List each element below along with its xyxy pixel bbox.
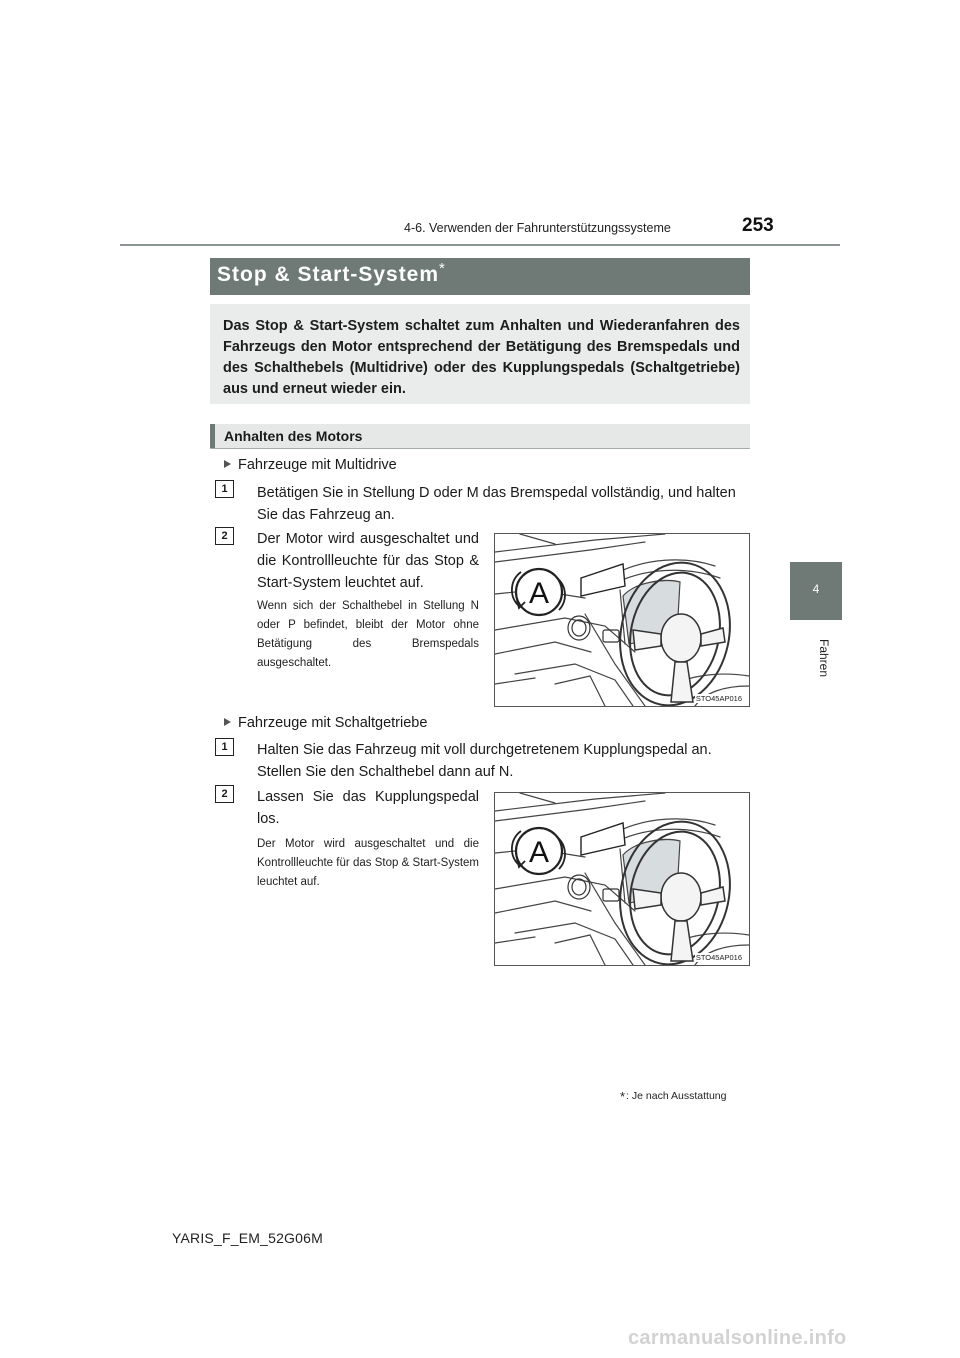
- figure-code: STO45AP016: [695, 694, 742, 703]
- chapter-name-label: Fahren: [817, 638, 831, 678]
- step-1-line-2: Sie das Fahrzeug an.: [257, 507, 395, 523]
- figure-code: STO45AP016: [695, 953, 742, 962]
- footnote: [620, 1089, 726, 1104]
- step-1-text: [257, 482, 749, 526]
- step-number-2: 2: [215, 527, 234, 545]
- subsection-header: [210, 424, 750, 449]
- intro-text: Das Stop & Start-System schaltet zum Anhalten und Wiederanfahren des Fahrzeugs den Motor entsprechend der Betätigung des Bremspedals und des Schalthebels (Multidrive) oder des Kupplungspedals (Schaltgetriebe) aus und erneut wieder ein.: [223, 318, 740, 397]
- section-title: [217, 260, 446, 287]
- subsection-title: Anhalten des Motors: [224, 428, 363, 444]
- figure-label-a: A: [528, 577, 550, 610]
- watermark: carmanualsonline.info: [628, 1327, 847, 1349]
- bullet-multidrive: [224, 457, 397, 473]
- chapter-name-vertical: [800, 632, 848, 684]
- footnote-star-icon: *: [620, 1089, 626, 1104]
- header-section-title: 4-6. Verwenden der Fahrunterstützungssysteme: [404, 221, 671, 235]
- bullet-multidrive-text: Fahrzeuge mit Multidrive: [238, 457, 397, 473]
- step-1-text: [257, 739, 749, 783]
- option-star-icon: *: [439, 260, 446, 277]
- bullet-manual-text: Fahrzeuge mit Schaltgetriebe: [238, 715, 428, 731]
- dashboard-drawing: [495, 534, 749, 706]
- chapter-number: 4: [812, 582, 820, 596]
- page-number: 253: [742, 215, 774, 236]
- step-number-1: 1: [215, 738, 234, 756]
- step-2-text: Der Motor wird ausgeschaltet und die Kontrollleuchte für das Stop & Start-System leuchtet auf.: [257, 531, 479, 591]
- intro-box: [210, 304, 750, 404]
- step-number-2: 2: [215, 785, 234, 803]
- section-title-bar: [210, 258, 750, 295]
- step-1-line-2: Stellen Sie den Schalthebel dann auf N.: [257, 764, 514, 780]
- document-code: YARIS_F_EM_52G06M: [172, 1230, 323, 1246]
- dashboard-drawing: [495, 793, 749, 965]
- step-2-note: Wenn sich der Schalthebel in Stellung N oder P befindet, bleibt der Motor ohne Betätigung des Bremspedals ausgeschaltet.: [257, 600, 479, 669]
- bullet-manual: [224, 715, 427, 731]
- chapter-tab: [790, 562, 842, 620]
- step-1-line-1: Halten Sie das Fahrzeug mit voll durchgetretenem Kupplungspedal an.: [257, 742, 712, 758]
- header-rule: [120, 244, 840, 246]
- figure-label-a: A: [528, 836, 550, 869]
- triangle-bullet-icon: [224, 460, 231, 468]
- subsection-marker: [210, 424, 215, 448]
- section-title-text: Stop & Start-System: [217, 263, 440, 286]
- step-2-text: Lassen Sie das Kupplungspedal los.: [257, 789, 479, 827]
- step-2-note: Der Motor wird ausgeschaltet und die Kontrollleuchte für das Stop & Start-System leuchtet auf.: [257, 838, 479, 888]
- triangle-bullet-icon: [224, 718, 231, 726]
- step-1-line-1: Betätigen Sie in Stellung D oder M das Bremspedal vollständig, und halten: [257, 485, 736, 501]
- footnote-text: : Je nach Ausstattung: [626, 1090, 727, 1102]
- dashboard-illustration: [494, 792, 750, 966]
- step-number-1: 1: [215, 480, 234, 498]
- dashboard-illustration: [494, 533, 750, 707]
